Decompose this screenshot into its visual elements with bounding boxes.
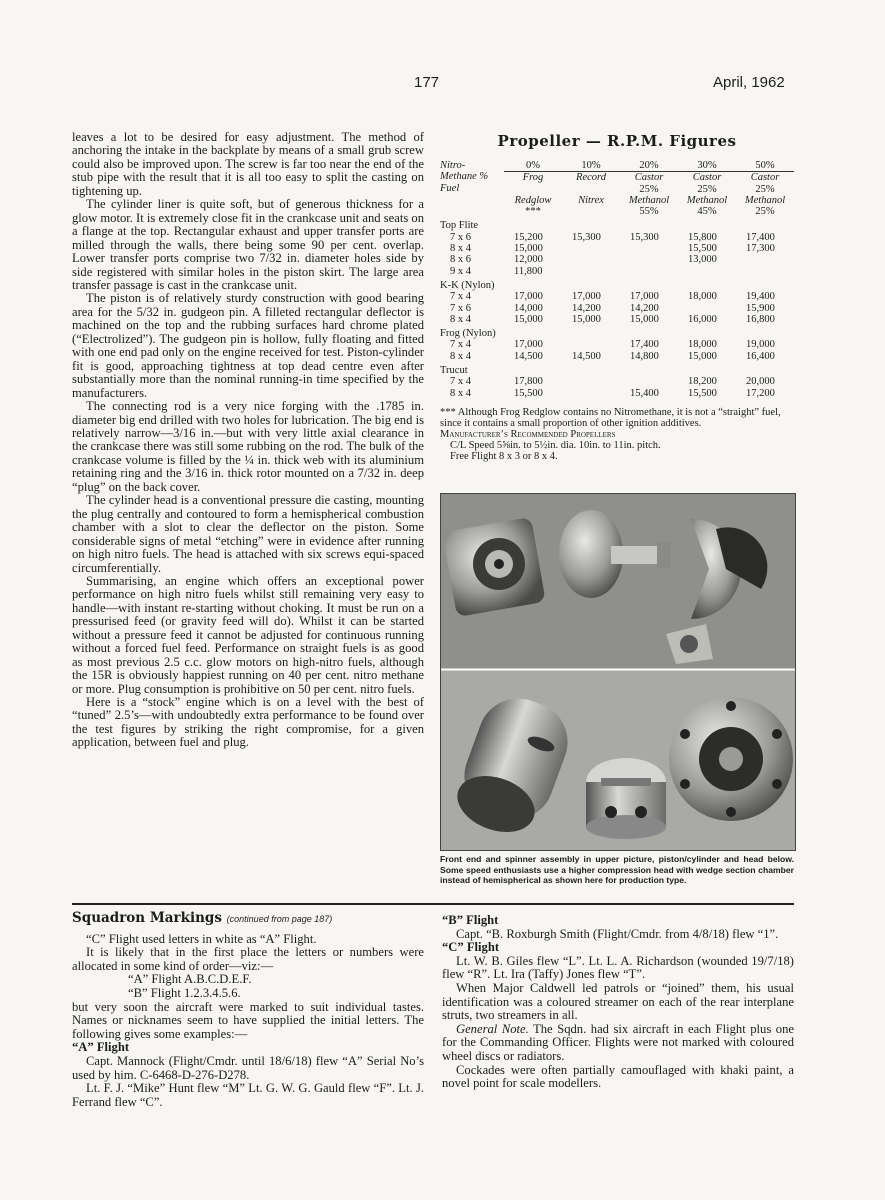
rpm-row xyxy=(440,388,794,399)
rpm-row xyxy=(440,232,794,243)
prop-size: 7 x 6 xyxy=(450,302,471,314)
article-paragraph: The cylinder liner is quite soft, but of generous thickness for a glow motor. It is extremely close fit in the crankcase unit and seats on a flange at the top. Rectangular exhaust and upper transfer ports are milled through the walls, there being some 90 per cent. overlap. Lower transfer ports comprise two 7/32 in. diameter holes side by side registered with similar holes in the piston skirt. The large area transfer passage is cast in the crankcase unit. xyxy=(72,197,424,292)
percent-header-row xyxy=(504,160,794,172)
article-paragraph: The connecting rod is a very nice forging with the .1785 in. diameter big end drilled with two holes for lubrication. The big end is relatively narrow—3/16 in.—but with very little axial clearance in the crankcase there was still some rubbing on the rod. The bulk of the crankcase volume is filled by the ¼ in. thick web with its aluminium retaining ring and the 3/16 in. thick rotor mounted on a 7/32 in. deep “plug” on the back cover. xyxy=(72,399,424,494)
squadron-title: Squadron Markings xyxy=(72,910,222,926)
rpm-row xyxy=(440,243,794,254)
percent-header: 0% xyxy=(526,160,540,171)
engine-parts-photo xyxy=(440,493,796,851)
fuel-cell: Frog xyxy=(522,172,544,184)
rpm-value: 15,800 xyxy=(688,231,717,243)
squadron-paragraph: but very soon the aircraft were marked to suit individual tastes. Names or nicknames seem to have supplied the initial letters. The following gives some examples:— xyxy=(72,999,424,1041)
table-notes xyxy=(440,407,794,462)
rpm-row xyxy=(440,291,794,302)
rpm-row xyxy=(440,351,794,362)
rpm-value: 15,400 xyxy=(630,387,659,399)
rpm-value: 14,200 xyxy=(572,302,601,314)
rpm-value: 18,000 xyxy=(688,291,717,303)
fuel-cell: Castor xyxy=(750,172,780,184)
rpm-group xyxy=(440,328,794,362)
general-note-label: General Note. xyxy=(456,1021,529,1036)
corner-label-line: Fuel xyxy=(440,182,460,194)
fuel-cell: Nitrex xyxy=(578,194,604,206)
rpm-group-name: Frog (Nylon) xyxy=(440,328,496,340)
squadron-paragraph: Capt. Mannock (Flight/Cmdr. until 18/6/18) flew “A” Serial No’s used by him. C-6468-D-276-D278. xyxy=(72,1053,424,1082)
article-paragraph: The cylinder head is a conventional pressure die casting, mounting the plug centrally and contoured to form a hemispherical combustion chamber with a slot to clear the deflector on the piston. Some considerable signs of metal “etching” were in evidence after running on high nitro fuels. The head is attached with six screws equi-spaced circumferentially. xyxy=(72,493,424,575)
rpm-value: 14,800 xyxy=(630,350,659,362)
corner-label xyxy=(440,160,504,217)
rpm-value: 20,000 xyxy=(746,376,775,388)
squadron-paragraph: Capt. “B. Roxburgh Smith (Flight/Cmdr. from 4/8/18) flew “1”. xyxy=(456,926,779,941)
fuel-row xyxy=(504,195,794,206)
prop-size: 8 x 4 xyxy=(450,350,471,362)
rpm-value: 17,000 xyxy=(514,339,543,351)
rpm-value: 13,000 xyxy=(688,254,717,266)
rpm-value xyxy=(620,376,678,387)
page-number: 177 xyxy=(414,74,440,91)
rpm-value xyxy=(562,266,620,277)
rpm-value xyxy=(562,388,620,399)
rpm-value: 17,000 xyxy=(514,291,543,303)
rpm-value xyxy=(620,266,678,277)
prop-size: 7 x 4 xyxy=(450,376,471,388)
fuel-row xyxy=(504,206,794,217)
fuel-cell: Methanol xyxy=(686,194,728,206)
rpm-value: 14,200 xyxy=(630,302,659,314)
article-paragraph: Here is a “stock” engine which is on a level with the best of “tuned” 2.5’s—with undoubtedly extra performance to be found over the test figures by striking the right compromise, for a given application, between fuel and plug. xyxy=(72,695,424,750)
squadron-paragraph: “C” Flight used letters in white as “A” Flight. xyxy=(86,931,317,946)
rpm-value xyxy=(562,243,620,254)
fuel-cell: 25% xyxy=(639,183,659,195)
rpm-value: 16,800 xyxy=(746,313,775,325)
fuel-cell: Methanol xyxy=(628,194,670,206)
rpm-value: 16,400 xyxy=(746,350,775,362)
rpm-value: 16,000 xyxy=(688,313,717,325)
prop-size: 8 x 4 xyxy=(450,313,471,325)
rpm-value: 17,000 xyxy=(572,291,601,303)
fuel-cell: 25% xyxy=(755,183,775,195)
rpm-value: 18,200 xyxy=(688,376,717,388)
rpm-value: 17,400 xyxy=(746,231,775,243)
rpm-group-name: K-K (Nylon) xyxy=(440,279,495,291)
recommended-props-line: Free Flight 8 x 3 or 8 x 4. xyxy=(450,450,558,462)
fuel-cell: 45% xyxy=(697,206,717,218)
percent-header: 50% xyxy=(755,160,775,171)
rpm-value: 15,000 xyxy=(572,313,601,325)
rpm-value xyxy=(736,254,794,265)
rpm-group xyxy=(440,365,794,399)
squadron-heading xyxy=(72,912,424,927)
rpm-row xyxy=(440,314,794,325)
flight-heading: “B” Flight xyxy=(442,913,499,927)
rpm-value: 15,300 xyxy=(630,231,659,243)
squadron-paragraph: It is likely that in the first place the letters or numbers were allocated in some kind of order—viz:— xyxy=(72,945,424,973)
rpm-value: 15,300 xyxy=(572,231,601,243)
article-left-column xyxy=(72,131,424,750)
percent-header: 20% xyxy=(639,160,659,171)
fuel-cell: Castor xyxy=(692,172,722,184)
rpm-value: 15,500 xyxy=(688,243,717,255)
prop-size: 8 x 4 xyxy=(450,243,471,255)
squadron-left-column xyxy=(72,912,424,1109)
flight-heading: “C” Flight xyxy=(442,940,500,955)
fuel-cell: 55% xyxy=(639,206,659,218)
fuel-row xyxy=(504,184,794,195)
squadron-paragraph xyxy=(442,1023,794,1064)
prop-size: 7 x 6 xyxy=(450,231,471,243)
photo-caption: Front end and spinner assembly in upper picture, piston/cylinder and head below. Some speed enthusiasts use a higher compression head with wedge section chamber instead of hemispherical as shown here for production type. xyxy=(440,854,794,885)
squadron-list-item: “A” Flight A.B.C.D.E.F. xyxy=(128,972,252,987)
corner-label-line: Nitro- xyxy=(440,160,466,171)
rpm-value: 15,500 xyxy=(688,387,717,399)
rpm-group-name: Top Flite xyxy=(440,220,479,232)
fuel-cell: Record xyxy=(576,172,606,184)
fuel-cell: Redglow xyxy=(514,194,552,206)
continued-note: (continued from page 187) xyxy=(226,914,333,924)
fuel-cell: 25% xyxy=(755,206,775,218)
rpm-group xyxy=(440,220,794,276)
rpm-value: 14,500 xyxy=(572,350,601,362)
fuel-cell xyxy=(562,206,620,217)
rpm-value xyxy=(736,266,794,277)
rpm-row xyxy=(440,266,794,277)
rpm-value: 18,000 xyxy=(688,339,717,351)
squadron-paragraph: Cockades were often partially camouflaged with khaki paint, a novel point for scale modellers. xyxy=(442,1062,794,1091)
rpm-value: 15,500 xyxy=(514,387,543,399)
article-paragraph: leaves a lot to be desired for easy adjustment. The method of anchoring the intake in the backplate by means of a small grub screw could also be improved upon. The screw is far too near the end of the stub pipe with the result that it is all too easy to split the casting on tightening up. xyxy=(72,130,424,198)
rpm-value xyxy=(562,254,620,265)
prop-size: 8 x 4 xyxy=(450,387,471,399)
fuel-cell xyxy=(562,184,620,195)
rpm-value xyxy=(562,339,620,350)
rpm-value: 15,000 xyxy=(630,313,659,325)
rpm-table-section xyxy=(440,132,794,462)
fuel-cell: Methanol xyxy=(744,194,786,206)
rpm-value: 14,000 xyxy=(514,302,543,314)
rpm-row xyxy=(440,303,794,314)
rpm-group-name: Trucut xyxy=(440,365,468,377)
rpm-row xyxy=(440,339,794,350)
rpm-row xyxy=(440,254,794,265)
rpm-value: 15,000 xyxy=(514,313,543,325)
issue-date: April, 1962 xyxy=(713,74,785,91)
rpm-table xyxy=(440,160,794,399)
rpm-value: 19,400 xyxy=(746,291,775,303)
rpm-value: 15,000 xyxy=(688,350,717,362)
rpm-table-title: Propeller — R.P.M. Figures xyxy=(497,132,737,150)
rpm-value: 15,200 xyxy=(514,231,543,243)
rpm-row xyxy=(440,376,794,387)
squadron-paragraph: When Major Caldwell led patrols or “joined” them, his usual identification was a coloured streamer on each of the rear interplane struts, two streamers in all. xyxy=(442,980,794,1023)
rpm-value: 17,300 xyxy=(746,243,775,255)
recommended-props-line: C/L Speed 5⅝in. to 5½in. dia. 10in. to 11in. pitch. xyxy=(450,439,661,451)
fuel-cell: 25% xyxy=(697,183,717,195)
rpm-value: 15,000 xyxy=(514,243,543,255)
fuel-cell xyxy=(504,184,562,195)
rpm-value: 12,000 xyxy=(514,254,543,266)
rpm-value: 17,200 xyxy=(746,387,775,399)
rpm-value: 15,900 xyxy=(746,302,775,314)
section-divider xyxy=(72,903,794,905)
fuel-cell: Castor xyxy=(634,172,664,184)
rpm-group xyxy=(440,280,794,325)
rpm-value xyxy=(620,243,678,254)
squadron-list-item: “B” Flight 1.2.3.4.5.6. xyxy=(128,985,241,1000)
squadron-paragraph: Lt. W. B. Giles flew “L”. Lt. L. A. Richardson (wounded 19/7/18) flew “R”. Lt. Ira (Taffy) Jones flew “T”. xyxy=(442,953,794,982)
fuel-row xyxy=(504,172,794,183)
squadron-paragraph: Lt. F. J. “Mike” Hunt flew “M” Lt. G. W. G. Gauld flew “F”. Lt. J. Ferrand flew “C”. xyxy=(72,1081,424,1109)
rpm-value xyxy=(562,376,620,387)
rpm-table-body xyxy=(440,220,794,398)
prop-size: 7 x 4 xyxy=(450,339,471,351)
rpm-value: 17,800 xyxy=(514,376,543,388)
fuel-cell: *** xyxy=(525,206,541,218)
article-paragraph: The piston is of relatively sturdy construction with good bearing area for the 5/32 in. gudgeon pin. A filleted rectangular deflector is machined on the top and the rubbing surfaces hard chrome plated (“Electrolized”). The gudgeon pin is hollow, fully floating and fitted with one end pad only on the engine received for test. Piston-cylinder fit is good, approaching tightness at top dead centre even after substantially more than the nominal running-in time specified by the manufacturers. xyxy=(72,291,424,400)
prop-size: 7 x 4 xyxy=(450,291,471,303)
rpm-value xyxy=(678,303,736,314)
rpm-value xyxy=(678,266,736,277)
prop-size: 8 x 6 xyxy=(450,254,471,266)
rpm-value: 19,000 xyxy=(746,339,775,351)
percent-header: 10% xyxy=(581,160,601,171)
general-note-text: The Sqdn. had six aircraft in each Flight plus one for the Commanding Officer. Flights were not marked with coloured wheel discs or radiators. xyxy=(442,1021,794,1063)
percent-header: 30% xyxy=(697,160,717,171)
rpm-value: 11,800 xyxy=(514,265,543,277)
flight-heading: “A” Flight xyxy=(72,1040,130,1055)
footnote: *** Although Frog Redglow contains no Nitromethane, it is not a “straight” fuel, since it contains a small proportion of other ignition additives. xyxy=(440,406,781,429)
recommended-props-title: Manufacturer’s Recommended Propellers xyxy=(440,428,616,440)
rpm-value xyxy=(620,254,678,265)
rpm-value: 17,400 xyxy=(630,339,659,351)
prop-size: 9 x 4 xyxy=(450,265,471,277)
squadron-right-column xyxy=(442,914,794,1091)
corner-label-line: Methane % xyxy=(440,171,489,183)
rpm-value: 17,000 xyxy=(630,291,659,303)
article-paragraph: Summarising, an engine which offers an exceptional power performance on high nitro fuels whilst still remaining very easy to handle—with instant re-starting without choking. It must be run on a pressurised feed (or gravity feed will do). Whilst it can be started without a pressure feed it cannot be adjusted for continuous running without a forced fuel feed. Performance on straight fuels is as good as most previous 2.5 c.c. glow motors on high-nitro fuels, although the 15R is obviously happiest running on 40 per cent. nitro methane or more. Plug consumption is prohibitive on 50 per cent. nitro fuels. xyxy=(72,573,424,696)
rpm-value: 14,500 xyxy=(514,350,543,362)
